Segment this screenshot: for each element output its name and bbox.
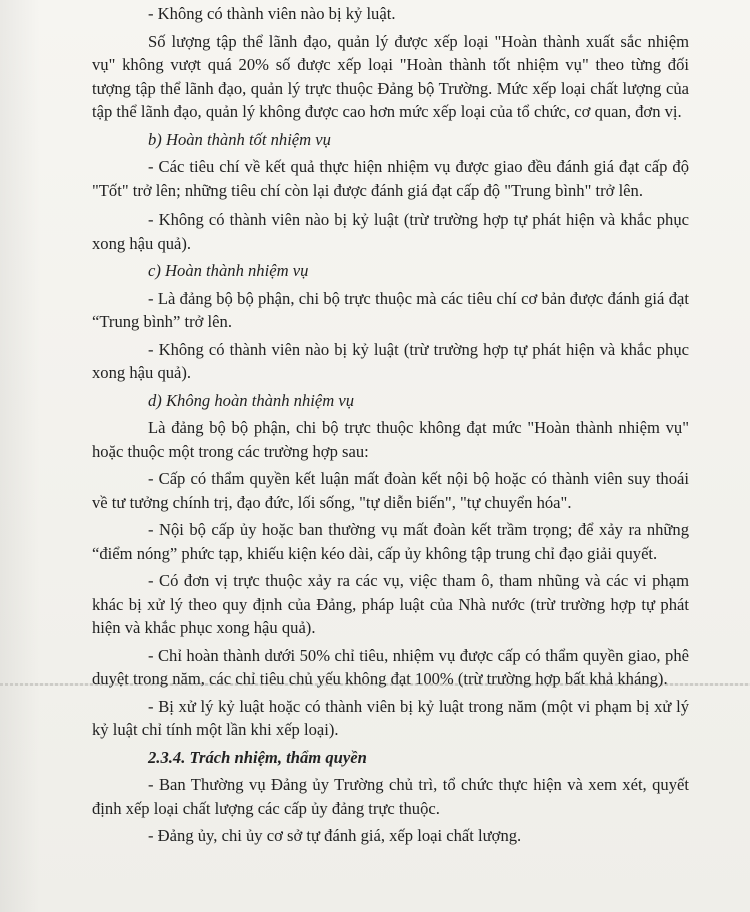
paragraph: - Đảng ủy, chi ủy cơ sở tự đánh giá, xếp loại chất lượng. <box>148 826 522 845</box>
scan-shadow <box>0 0 40 912</box>
section-heading-2-3-4: 2.3.4. Trách nhiệm, thẩm quyền <box>148 747 367 767</box>
paragraph: - Các tiêu chí về kết quả thực hiện nhiệm vụ được giao đều đánh giá đạt cấp độ "Tốt" trở lên; những tiêu chí còn lại được đánh giá đạt cấp độ "Trung bình" trở lên. <box>92 157 689 200</box>
paragraph: Số lượng tập thể lãnh đạo, quản lý được xếp loại "Hoàn thành xuất sắc nhiệm vụ" không vượt quá 20% số được xếp loại "Hoàn thành tốt nhiệm vụ" theo từng đối tượng tập thể lãnh đạo, quản lý trực thuộc Đảng bộ Trường. Mức xếp loại chất lượng của tập thể lãnh đạo, quản lý không được cao hơn mức xếp loại của tổ chức, cơ quan, đơn vị. <box>92 31 689 121</box>
paragraph: - Không có thành viên nào bị kỷ luật (trừ trường hợp tự phát hiện và khắc phục xong hậu quả). <box>92 339 689 382</box>
section-heading-b: b) Hoàn thành tốt nhiệm vụ <box>148 129 331 149</box>
paragraph: - Là đảng bộ bộ phận, chi bộ trực thuộc mà các tiêu chí cơ bản được đánh giá đạt “Trung bình” trở lên. <box>92 288 689 331</box>
paragraph: Là đảng bộ bộ phận, chi bộ trực thuộc không đạt mức "Hoàn thành nhiệm vụ" hoặc thuộc một trong các trường hợp sau: <box>92 418 689 461</box>
paragraph: - Cấp có thẩm quyền kết luận mất đoàn kết nội bộ hoặc có thành viên suy thoái về tư tưởng chính trị, đạo đức, lối sống, "tự diễn biến", "tự chuyển hóa". <box>92 469 689 512</box>
document-body <box>92 2 689 848</box>
paragraph: - Chỉ hoàn thành dưới 50% chỉ tiêu, nhiệm vụ được cấp có thẩm quyền giao, phê duyệt trong năm, các chỉ tiêu chủ yếu không đạt 100% (trừ trường hợp bất khả kháng). <box>92 645 689 688</box>
paragraph: - Bị xử lý kỷ luật hoặc có thành viên bị kỷ luật trong năm (một vi phạm bị xử lý kỷ luật chỉ tính một lần khi xếp loại). <box>92 696 689 739</box>
paragraph: - Nội bộ cấp ủy hoặc ban thường vụ mất đoàn kết trầm trọng; để xảy ra những “điểm nóng” phức tạp, khiếu kiện kéo dài, cấp ủy không tập trung chỉ đạo giải quyết. <box>92 520 689 563</box>
section-heading-d: d) Không hoàn thành nhiệm vụ <box>148 390 355 410</box>
paragraph: - Không có thành viên nào bị kỷ luật. <box>148 4 396 23</box>
paragraph: - Không có thành viên nào bị kỷ luật (trừ trường hợp tự phát hiện và khắc phục xong hậu quả). <box>92 210 689 253</box>
paragraph: - Có đơn vị trực thuộc xảy ra các vụ, việc tham ô, tham nhũng và các vi phạm khác bị xử lý theo quy định của Đảng, pháp luật của Nhà nước (trừ trường hợp tự phát hiện và khắc phục xong hậu quả). <box>92 571 689 637</box>
section-heading-c: c) Hoàn thành nhiệm vụ <box>148 261 309 280</box>
paragraph: - Ban Thường vụ Đảng ủy Trường chủ trì, tổ chức thực hiện và xem xét, quyết định xếp loại chất lượng các cấp ủy đảng trực thuộc. <box>92 775 689 818</box>
